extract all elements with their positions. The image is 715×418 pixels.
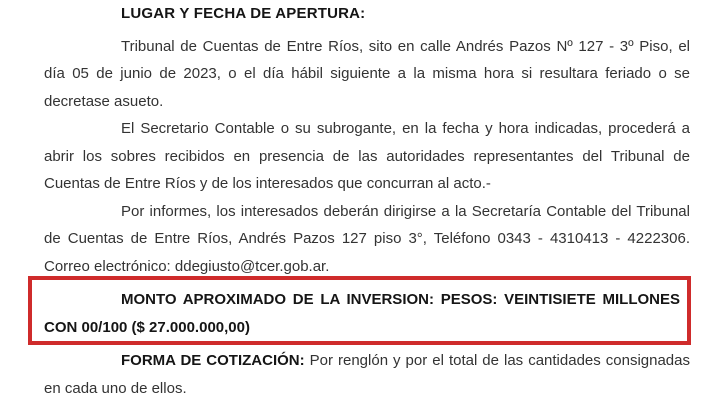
text-line: Cuentas de Entre Ríos y de los interesados que concurran al acto.-	[44, 175, 491, 192]
paragraph-informes-contacto	[44, 198, 690, 281]
text-line: El Secretario Contable o su subrogante, en la fecha y hora indicadas, procederá a	[121, 120, 690, 137]
forma-cotizacion-text: Por renglón y por el total de las cantidades consignadas	[304, 352, 690, 369]
text-line	[44, 347, 690, 375]
text-line: Tribunal de Cuentas de Entre Ríos, sito en calle Andrés Pazos Nº 127 - 3º Piso, el	[121, 37, 690, 55]
paragraph-forma-cotizacion	[44, 347, 690, 402]
paragraph-secretario-contable	[44, 115, 690, 198]
text-line: en cada uno de ellos.	[44, 379, 187, 397]
text-line: Por informes, los interesados deberán dirigirse a la Secretaría Contable del Tribunal	[121, 202, 690, 220]
section-heading-lugar-fecha: LUGAR Y FECHA DE APERTURA:	[121, 5, 366, 22]
text-line: decretase asueto.	[44, 92, 164, 110]
text-line: de Cuentas de Entre Ríos, Andrés Pazos 127 piso 3°, Teléfono 0343 - 4310413 - 4222306.	[44, 230, 690, 247]
text-line: MONTO APROXIMADO DE LA INVERSION: PESOS: VEINTISIETE MILLONES	[121, 291, 680, 308]
forma-cotizacion-label: FORMA DE COTIZACIÓN:	[121, 352, 305, 369]
monto-inversion-highlight-box	[28, 276, 691, 345]
paragraph-tribunal-apertura	[44, 33, 690, 116]
text-line: día 05 de junio de 2023, o el día hábil siguiente a la misma hora si resultara feriado o se	[44, 65, 690, 82]
email-text-line: Correo electrónico: ddegiusto@tcer.gob.ar.	[44, 257, 330, 275]
text-line: abrir los sobres recibidos en presencia de las autoridades representantes del Tribunal de	[44, 147, 690, 165]
text-line: CON 00/100 ($ 27.000.000,00)	[44, 318, 250, 336]
